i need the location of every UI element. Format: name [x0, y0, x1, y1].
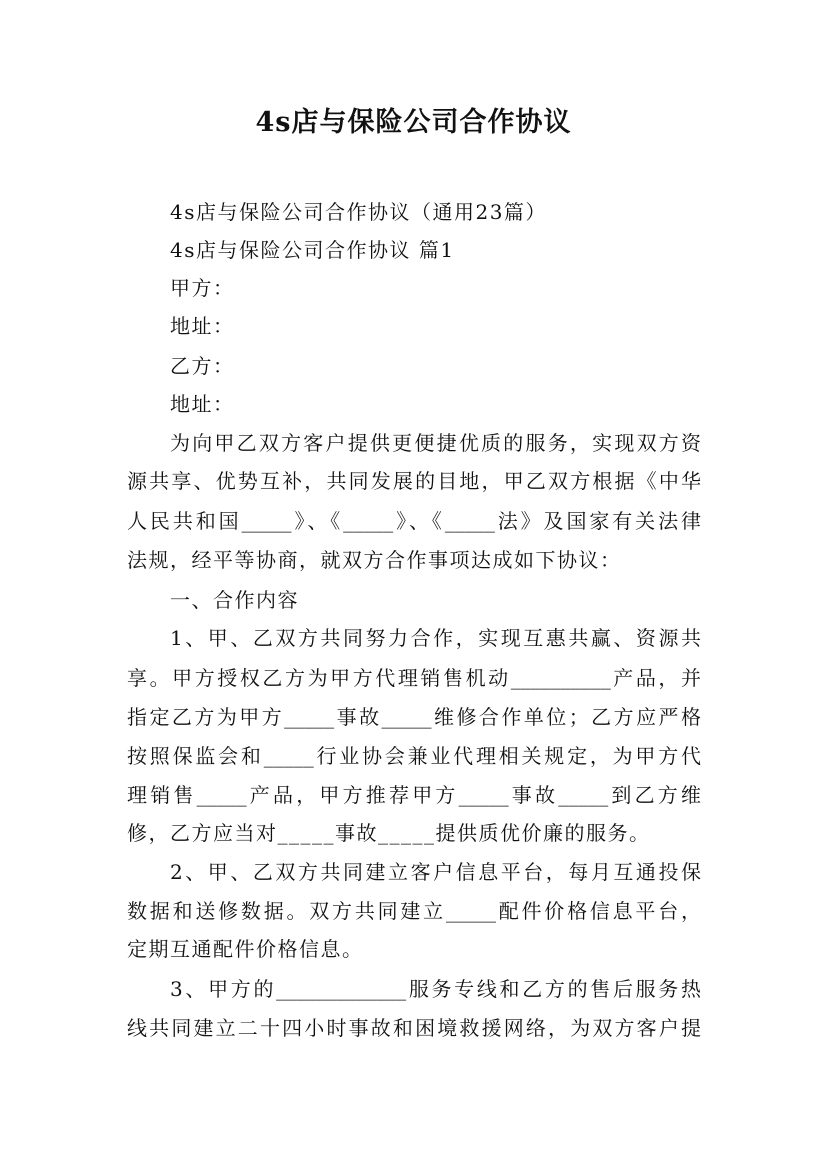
intro-line: 源共享、优势互补，共同发展的目地，甲乙双方根据《中华	[127, 469, 701, 493]
intro-line: 法规，经平等协商，就双方合作事项达成如下协议：	[127, 548, 622, 572]
clause-1-line: 享。甲方授权乙方为甲方代理销售机动__________产品，并	[127, 666, 701, 690]
clause-3-line: 3、甲方的_____________服务专线和乙方的售后服务热	[170, 977, 701, 1001]
clause-3-line: 线共同建立二十四小时事故和困境救援网络，为双方客户提	[127, 1016, 701, 1040]
document-subtitle: 4s店与保险公司合作协议（通用23篇）	[170, 200, 547, 224]
clause-1-line: 理销售_____产品，甲方推荐甲方_____事故_____到乙方维	[127, 783, 701, 807]
clause-1-line: 1、甲、乙双方共同努力合作，实现互惠共赢、资源共	[170, 626, 701, 650]
intro-line: 为向甲乙双方客户提供更便捷优质的服务，实现双方资	[170, 431, 701, 455]
document-title: 4s店与保险公司合作协议	[255, 107, 572, 138]
intro-line: 人民共和国_____》、《_____》、《_____法》及国家有关法律	[127, 509, 701, 533]
party-b-label: 乙方：	[170, 354, 235, 378]
clause-1-line: 指定乙方为甲方_____事故_____维修合作单位；乙方应严格	[127, 705, 701, 729]
clause-1-line: 修，乙方应当对_____事故_____提供质优价廉的服务。	[127, 821, 651, 845]
address-a-label: 地址：	[170, 314, 235, 338]
section-heading-cooperation: 一、合作内容	[170, 588, 299, 612]
address-b-label: 地址：	[170, 392, 235, 416]
section-heading: 4s店与保险公司合作协议 篇1	[170, 238, 455, 262]
clause-2-line: 2、甲、乙双方共同建立客户信息平台，每月互通投保	[170, 860, 701, 884]
clause-2-line: 数据和送修数据。双方共同建立_____配件价格信息平台，	[127, 899, 701, 923]
party-a-label: 甲方：	[170, 276, 235, 300]
clause-1-line: 按照保监会和_____行业协会兼业代理相关规定，为甲方代	[127, 744, 701, 768]
clause-2-line: 定期互通配件价格信息。	[127, 937, 364, 961]
